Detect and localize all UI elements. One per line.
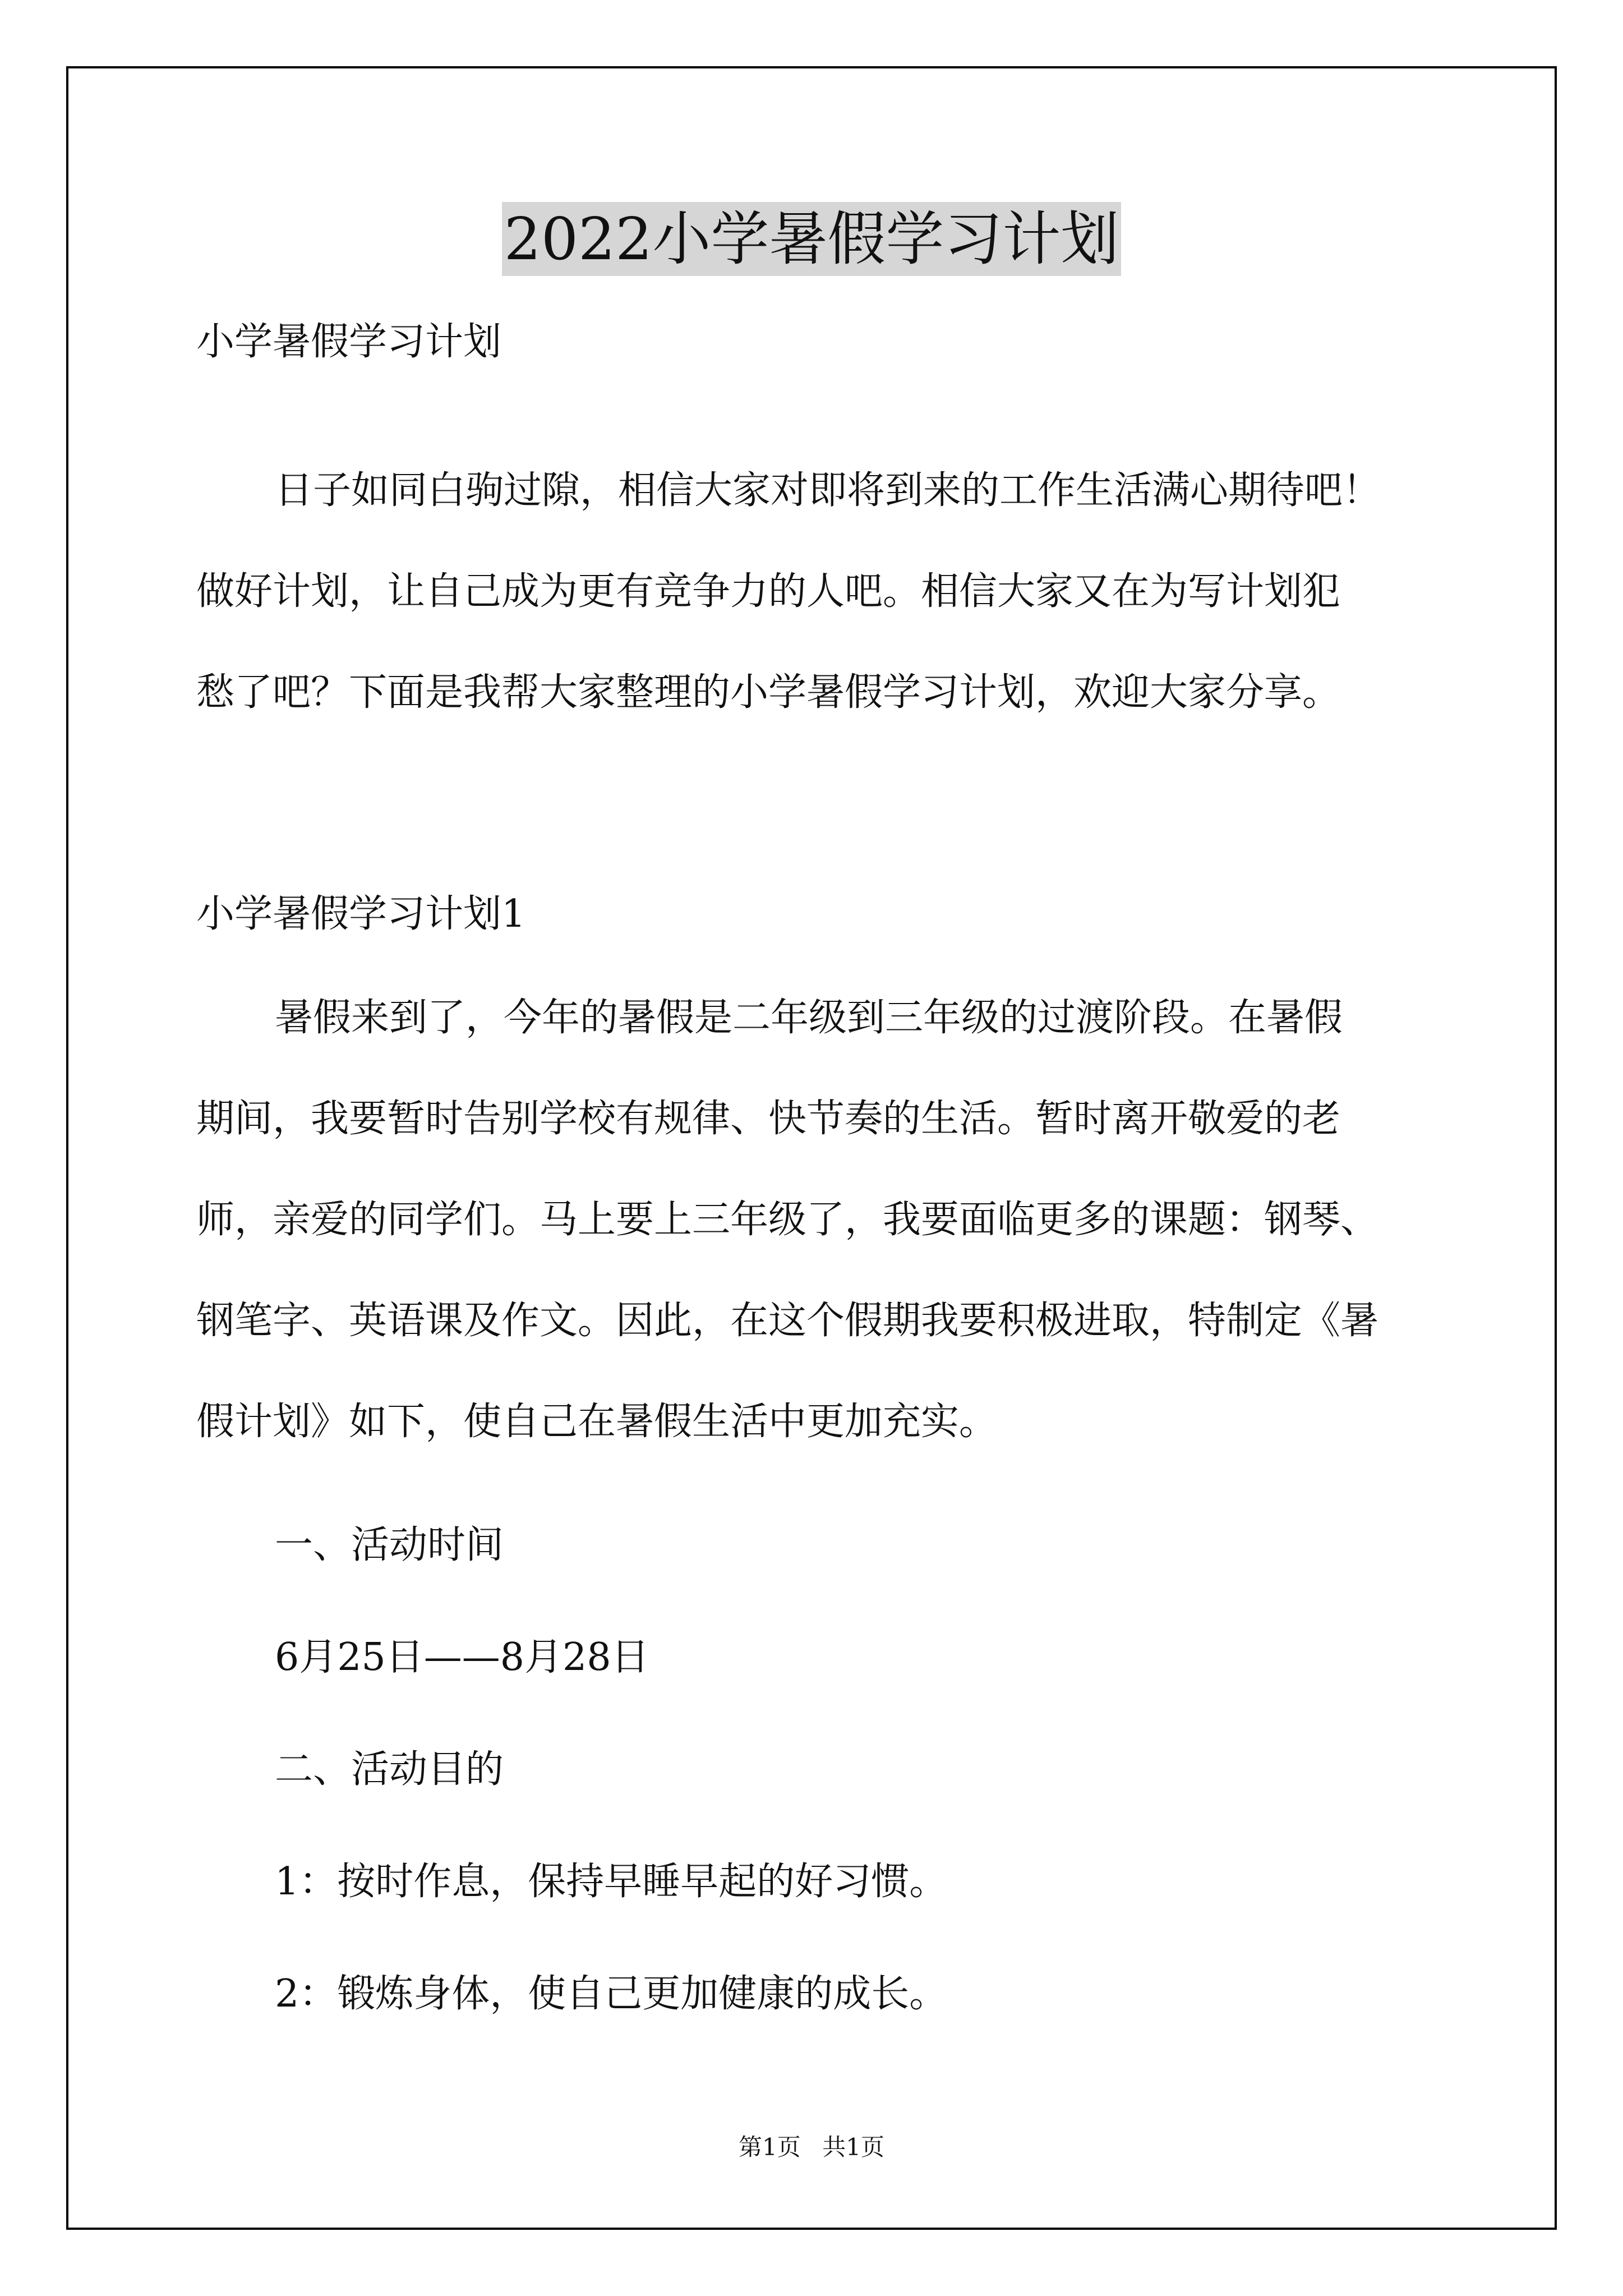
section-1-line-3: 师，亲爱的同学们。马上要上三年级了，我要面临更多的课题：钢琴、 — [196, 1198, 1379, 1242]
intro-line-3: 愁了吧？下面是我帮大家整理的小学暑假学习计划，欢迎大家分享。 — [196, 670, 1341, 715]
section-1-line-4: 钢笔字、英语课及作文。因此，在这个假期我要积极进取，特制定《暑 — [196, 1299, 1379, 1343]
document-title: 2022小学暑假学习计划 — [502, 202, 1122, 276]
activity-time-value: 6月25日——8月28日 — [275, 1635, 649, 1680]
goal-item-2: 2：锻炼身体，使自己更加健康的成长。 — [275, 1972, 948, 2016]
goal-item-1: 1：按时作息，保持早睡早起的好习惯。 — [275, 1860, 948, 1904]
section-1-line-2: 期间，我要暂时告别学校有规律、快节奏的生活。暂时离开敬爱的老 — [196, 1097, 1341, 1141]
section-1-line-5: 假计划》如下，使自己在暑假生活中更加充实。 — [196, 1400, 998, 1444]
section-1-line-1: 暑假来到了，今年的暑假是二年级到三年级的过渡阶段。在暑假 — [275, 996, 1343, 1040]
activity-time-heading: 一、活动时间 — [275, 1523, 504, 1567]
page-number-total: 共1页 — [822, 2133, 884, 2161]
activity-goal-heading: 二、活动目的 — [275, 1747, 504, 1792]
page-footer — [0, 2132, 1623, 2163]
section-1-heading: 小学暑假学习计划1 — [196, 892, 526, 936]
intro-line-1: 日子如同白驹过隙，相信大家对即将到来的工作生活满心期待吧！ — [275, 468, 1381, 513]
page-number-current: 第1页 — [738, 2133, 801, 2161]
document-subtitle: 小学暑假学习计划 — [196, 320, 502, 364]
intro-line-2: 做好计划，让自己成为更有竞争力的人吧。相信大家又在为写计划犯 — [196, 569, 1341, 614]
title-container — [0, 202, 1623, 276]
